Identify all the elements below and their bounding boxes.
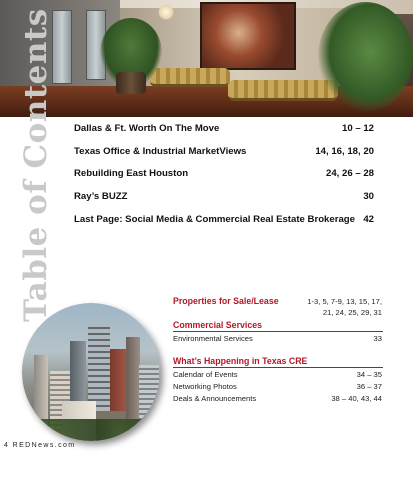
section-item-label[interactable]: Environmental Services	[173, 334, 253, 343]
toc-pages: 10 – 12	[341, 123, 374, 134]
ceiling-light	[158, 4, 174, 20]
city-skyline-photo	[22, 303, 160, 441]
wall-painting	[200, 2, 296, 70]
page-footer: 4 REDNews.com	[4, 442, 76, 449]
toc-title: Rebuilding East Houston	[74, 168, 189, 179]
section-item-label[interactable]: Deals & Announcements	[173, 394, 257, 403]
whats-happening-heading[interactable]: What’s Happening in Texas CRE	[173, 356, 308, 366]
elevator-door	[52, 10, 72, 84]
toc-row[interactable]	[74, 142, 374, 160]
section-divider	[173, 367, 383, 368]
section-item-pages: 36 – 37	[356, 382, 382, 391]
toc-title: Ray’s BUZZ	[74, 191, 128, 202]
properties-pages-line2: 21, 24, 25, 29, 31	[322, 308, 382, 317]
toc-row[interactable]	[74, 119, 374, 137]
toc-pages: 14, 16, 18, 20	[315, 146, 374, 157]
toc-row[interactable]	[74, 210, 374, 228]
toc-pages: 24, 26 – 28	[325, 168, 374, 179]
section-item-pages: 33	[373, 334, 382, 343]
section-divider	[173, 331, 383, 332]
skyline-trees	[22, 419, 160, 441]
toc-title: Texas Office & Industrial MarketViews	[74, 146, 247, 157]
lobby-bench	[150, 68, 230, 87]
toc-pages: 42	[363, 214, 374, 225]
lobby-photo	[0, 0, 413, 117]
toc-row[interactable]	[74, 164, 374, 182]
vertical-page-title: Table of Contents	[18, 8, 54, 322]
properties-pages-line1: 1-3, 5, 7-9, 13, 15, 17,	[307, 297, 382, 306]
plant-pot	[116, 72, 146, 94]
potted-plant	[318, 2, 413, 112]
toc-row[interactable]	[74, 187, 374, 205]
section-item-pages: 38 – 40, 43, 44	[331, 394, 382, 403]
section-item-label[interactable]: Calendar of Events	[173, 370, 238, 379]
section-item-pages: 34 – 35	[356, 370, 382, 379]
toc-list	[74, 119, 374, 228]
toc-pages: 30	[363, 191, 374, 202]
section-item-label[interactable]: Networking Photos	[173, 382, 237, 391]
properties-heading[interactable]: Properties for Sale/Lease	[173, 296, 279, 306]
commercial-services-heading[interactable]: Commercial Services	[173, 320, 262, 330]
toc-title: Dallas & Ft. Worth On The Move	[74, 123, 220, 134]
toc-title: Last Page: Social Media & Commercial Real Estate Brokerage	[74, 214, 355, 225]
lobby-bench	[228, 80, 338, 101]
